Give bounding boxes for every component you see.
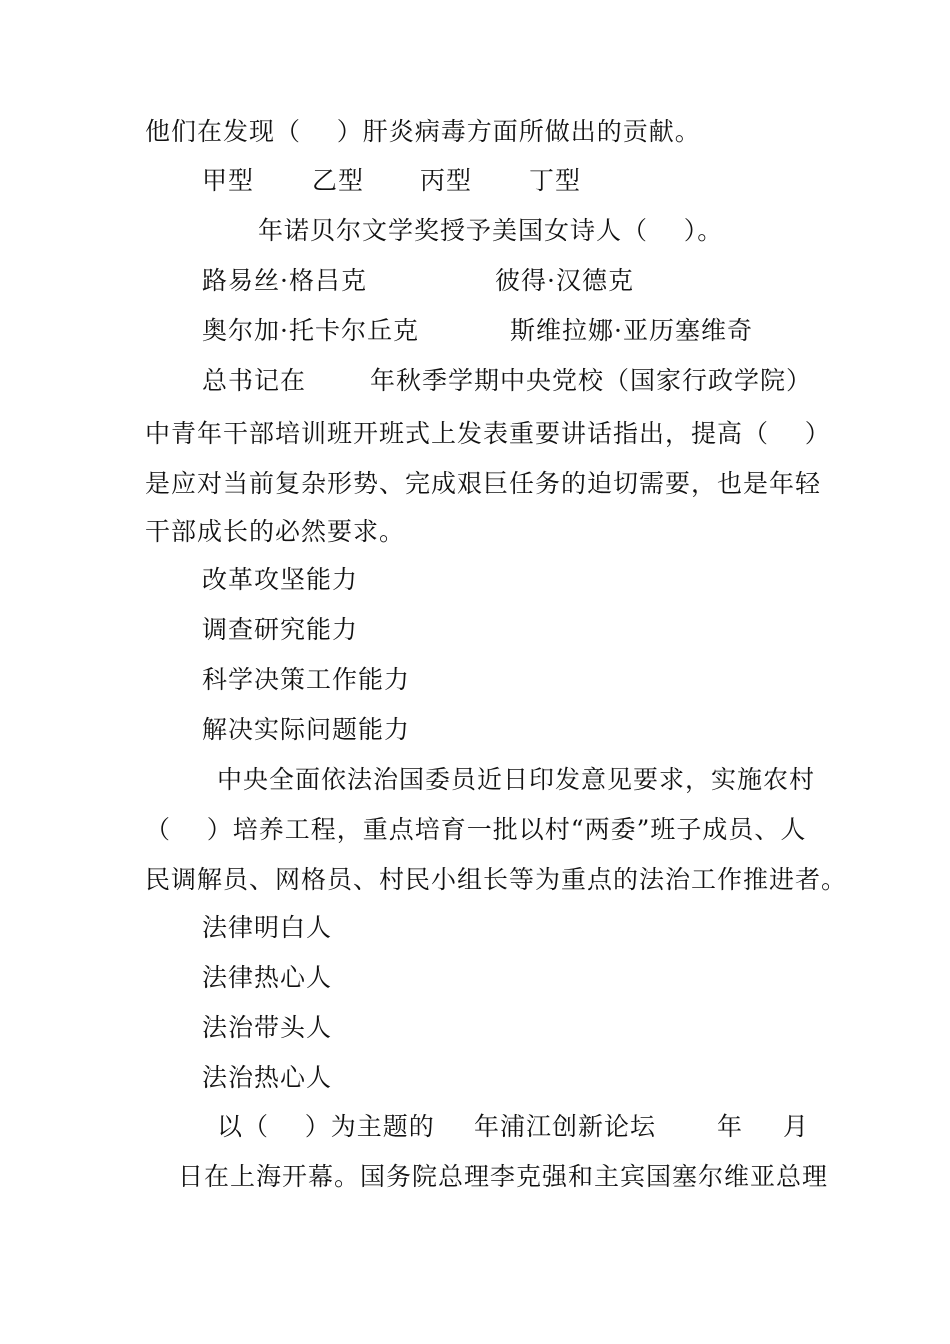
- option-b: 法律热心人: [202, 963, 333, 992]
- question-line: 是应对当前复杂形势、完成艰巨任务的迫切需要，也是年轻: [145, 469, 822, 498]
- question-line: （ ）培养工程，重点培育一批以村“两委”班子成员、人: [145, 815, 807, 844]
- option-a: 法律明白人: [202, 913, 333, 942]
- option-d: 丁型: [529, 166, 582, 195]
- question-line: 总书记在: [202, 366, 307, 395]
- question-line: 民调解员、网格员、村民小组长等为重点的法治工作推进者。: [145, 865, 848, 894]
- option-c: 奥尔加·托卡尔丘克: [202, 316, 419, 345]
- option-c: 法治带头人: [202, 1013, 333, 1042]
- question-line: 月: [783, 1112, 810, 1141]
- option-d: 斯维拉娜·亚历塞维奇: [510, 316, 753, 345]
- text-line: 他们在发现（ ）肝炎病毒方面所做出的贡献。: [145, 117, 701, 146]
- question-line: 以（ ）为主题的: [217, 1112, 435, 1141]
- option-b: 调查研究能力: [202, 615, 359, 644]
- option-a: 甲型: [202, 166, 255, 195]
- option-c: 丙型: [420, 166, 473, 195]
- question-line: 中青年干部培训班开班式上发表重要讲话指出，提高（ ）: [145, 419, 831, 448]
- question-line: 中央全面依法治国委员近日印发意见要求，实施农村: [217, 765, 816, 794]
- option-b: 彼得·汉德克: [495, 266, 634, 295]
- option-a: 路易丝·格吕克: [202, 266, 367, 295]
- question-line: 年浦江创新论坛: [474, 1112, 657, 1141]
- question-line: 年秋季学期中央党校（国家行政学院）: [370, 366, 813, 395]
- option-d: 法治热心人: [202, 1063, 333, 1092]
- question-line: 年诺贝尔文学奖授予美国女诗人（ ）。: [258, 216, 724, 245]
- question-line: 日在上海开幕。国务院总理李克强和主宾国塞尔维亚总理: [178, 1162, 829, 1191]
- question-line: 年: [717, 1112, 744, 1141]
- option-c: 科学决策工作能力: [202, 665, 411, 694]
- option-d: 解决实际问题能力: [202, 715, 411, 744]
- question-line: 干部成长的必然要求。: [145, 517, 406, 546]
- option-a: 改革攻坚能力: [202, 565, 359, 594]
- option-b: 乙型: [312, 166, 365, 195]
